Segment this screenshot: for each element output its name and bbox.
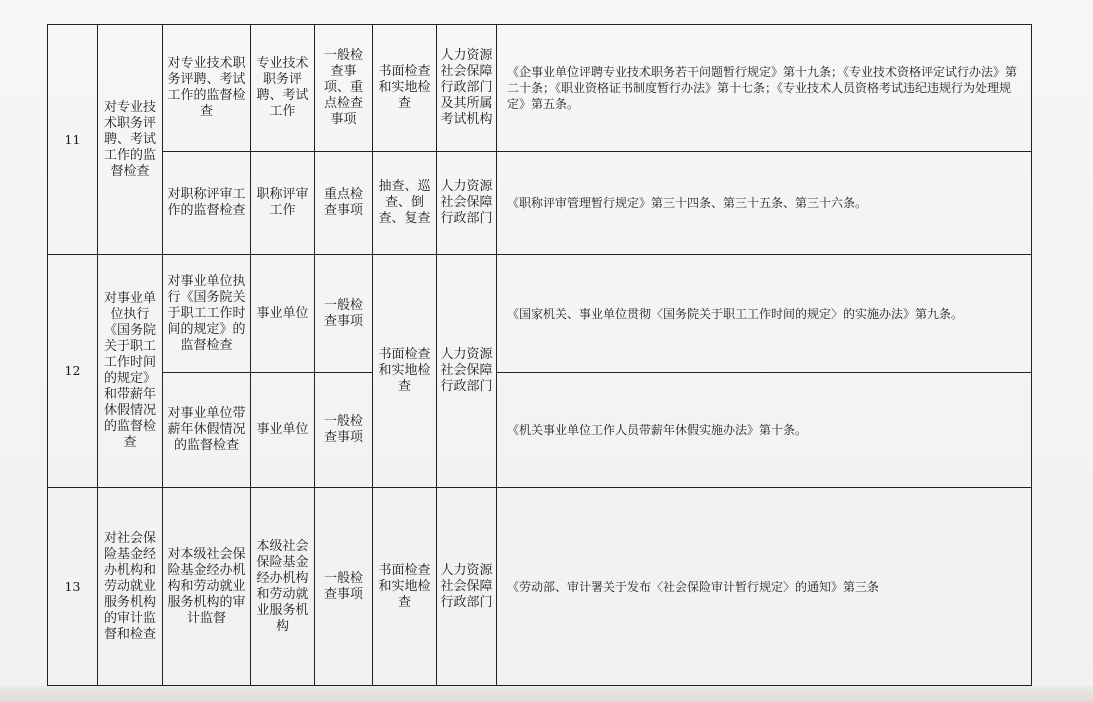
- legal-basis: 《企事业单位评聘专业技术职务若干问题暂行规定》第十九条；《专业技术资格评定试行办法》第二十条；《职业资格证书制度暂行办法》第十七条；《专业技术人员资格考试违纪违规行为处理规定》第五条。: [497, 25, 1032, 152]
- inspection-method: 书面检查和实地检查: [373, 25, 437, 152]
- inspection-object: 本级社会保险基金经办机构和劳动就业服务机构: [251, 488, 315, 686]
- page-bottom-edge: [0, 686, 1093, 702]
- inspection-department: 人力资源社会保障行政部门及其所属考试机构: [437, 25, 497, 152]
- table-row: [48, 373, 1032, 488]
- table-row: [48, 25, 1032, 152]
- inspection-content: 对本级社会保险基金经办机构和劳动就业服务机构的审计监督: [163, 488, 251, 686]
- inspection-object: 职称评审工作: [251, 152, 315, 255]
- inspection-content: 对职称评审工作的监督检查: [163, 152, 251, 255]
- inspection-item: 对社会保险基金经办机构和劳动就业服务机构的审计监督和检查: [98, 488, 163, 686]
- inspection-content: 对专业技术职务评聘、考试工作的监督检查: [163, 25, 251, 152]
- inspection-type: 一般检查事项、重点检查事项: [315, 25, 373, 152]
- inspection-method: 抽查、巡查、倒查、复查: [373, 152, 437, 255]
- row-number: 11: [48, 25, 98, 255]
- inspection-item: 对专业技术职务评聘、考试工作的监督检查: [98, 25, 163, 255]
- inspection-type: 重点检查事项: [315, 152, 373, 255]
- inspection-department: 人力资源社会保障行政部门: [437, 152, 497, 255]
- inspection-object: 事业单位: [251, 373, 315, 488]
- inspection-type: 一般检查事项: [315, 255, 373, 373]
- inspection-items-table: [47, 24, 1032, 686]
- inspection-item: 对事业单位执行《国务院关于职工工作时间的规定》和带薪年休假情况的监督检查: [98, 255, 163, 488]
- row-number: 13: [48, 488, 98, 686]
- inspection-object: 专业技术职务评聘、考试工作: [251, 25, 315, 152]
- inspection-department: 人力资源社会保障行政部门: [437, 255, 497, 488]
- legal-basis: 《职称评审管理暂行规定》第三十四条、第三十五条、第三十六条。: [497, 152, 1032, 255]
- inspection-method: 书面检查和实地检查: [373, 488, 437, 686]
- inspection-content: 对事业单位带薪年休假情况的监督检查: [163, 373, 251, 488]
- legal-basis: 《机关事业单位工作人员带薪年休假实施办法》第十条。: [497, 373, 1032, 488]
- inspection-type: 一般检查事项: [315, 488, 373, 686]
- table-row: [48, 488, 1032, 686]
- row-number: 12: [48, 255, 98, 488]
- inspection-object: 事业单位: [251, 255, 315, 373]
- table-row: [48, 255, 1032, 373]
- inspection-method: 书面检查和实地检查: [373, 255, 437, 488]
- legal-basis: 《劳动部、审计署关于发布〈社会保险审计暂行规定〉的通知》第三条: [497, 488, 1032, 686]
- inspection-type: 一般检查事项: [315, 373, 373, 488]
- legal-basis: 《国家机关、事业单位贯彻〈国务院关于职工工作时间的规定〉的实施办法》第九条。: [497, 255, 1032, 373]
- inspection-content: 对事业单位执行《国务院关于职工工作时间的规定》的监督检查: [163, 255, 251, 373]
- inspection-department: 人力资源社会保障行政部门: [437, 488, 497, 686]
- table-row: [48, 152, 1032, 255]
